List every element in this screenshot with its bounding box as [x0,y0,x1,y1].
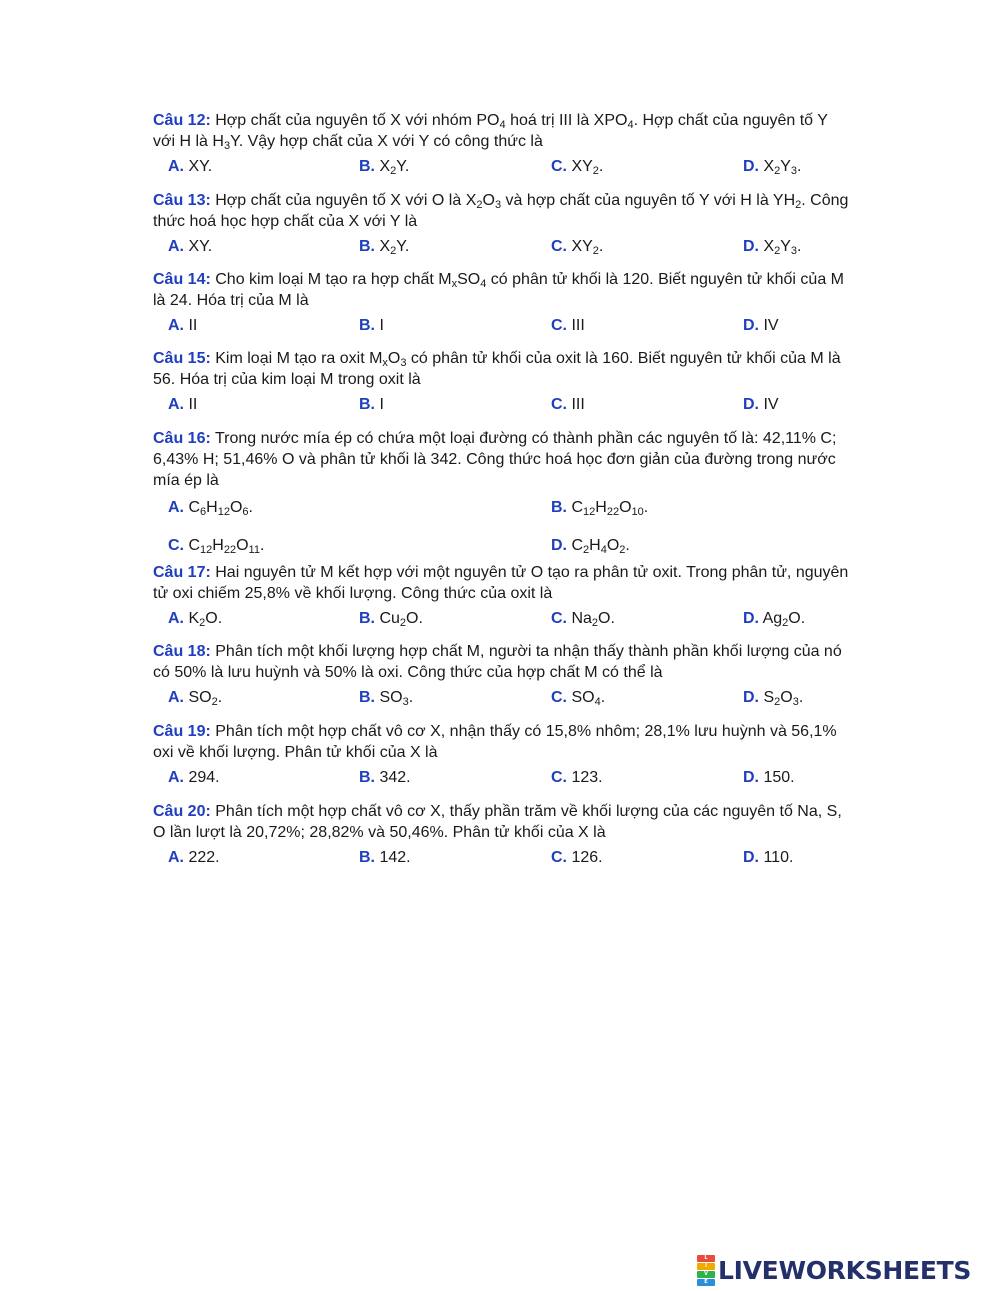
option-text: $XY_2$. [571,158,604,177]
option-b[interactable] [359,315,384,336]
option-text: $X_2Y$. [379,238,410,257]
option-b[interactable] [359,847,411,868]
question-text: Hợp chất của nguyên tố X với nhóm $PO_4$ hoá trị III là $XPO_4$. Hợp chất của nguyên tố Y với H là $H_3Y$. Vậy hợp chất của X với Y có công thức là [153,112,828,152]
option-label: A. [168,610,184,627]
option-text: $X_2Y_3$. [763,158,802,177]
option-label: C. [551,610,567,627]
option-text: $C_{12}H_{22}O_{10}$. [571,499,649,518]
option-d[interactable] [743,156,802,177]
question-text: Cho kim loại M tạo ra hợp chất $M_xSO_4$ có phân tử khối là 120. Biết nguyên tử khối của M là 24. Hóa trị của M là [153,271,844,309]
option-d[interactable] [743,767,795,788]
logo-block: I [697,1263,715,1270]
option-label: B. [359,769,375,786]
option-label: D. [743,158,759,175]
option-label: B. [359,849,375,866]
question-text: Kim loại M tạo ra oxit $M_xO_3$ có phân tử khối của oxit là 160. Biết nguyên tử khối của M là 56. Hóa trị của kim loại M trong oxit là [153,350,841,388]
option-label: C. [551,238,567,255]
question-label: Câu 13: [153,192,211,209]
options-row [153,767,853,791]
question-label: Câu 14: [153,271,211,288]
option-text: $SO_2$. [188,689,223,708]
options-row [153,315,853,339]
option-b[interactable] [359,236,409,257]
question-13 [153,190,853,260]
option-label: C. [551,689,567,706]
option-text: $SO_4$. [571,689,606,708]
options-row [153,497,853,529]
option-text: 126. [571,849,603,866]
question-label: Câu 16: [153,430,211,447]
option-text: $X_2Y_3$. [763,238,802,257]
option-label: A. [168,499,184,516]
option-label: D. [743,610,759,627]
option-a[interactable] [168,497,253,518]
option-b[interactable] [551,497,648,518]
option-c[interactable] [551,394,585,415]
option-c[interactable] [551,687,605,708]
option-label: A. [168,238,184,255]
option-text: IV [763,396,779,413]
option-text: 342. [379,769,411,786]
option-text: IV [763,317,779,334]
option-b[interactable] [359,687,413,708]
option-d[interactable] [743,608,805,629]
option-label: A. [168,396,184,413]
option-label: D. [743,689,759,706]
option-c[interactable] [551,847,603,868]
option-label: B. [359,689,375,706]
option-d[interactable] [551,535,630,556]
option-text: $X_2Y$. [379,158,410,177]
option-d[interactable] [743,394,779,415]
question-text: Phân tích một hợp chất vô cơ X, thấy phần trăm về khối lượng của các nguyên tố Na, S, O lần lượt là 20,72%; 28,82% và 50,46%. Phân tử khối của X là [153,803,842,841]
option-text: $K_2O$. [188,610,223,629]
options-row [153,156,853,180]
logo-icon [697,1255,715,1286]
option-b[interactable] [359,394,384,415]
option-c[interactable] [551,767,603,788]
option-c[interactable] [551,608,615,629]
option-label: A. [168,317,184,334]
option-a[interactable] [168,315,197,336]
option-d[interactable] [743,315,779,336]
question-label: Câu 17: [153,564,211,581]
option-label: A. [168,849,184,866]
option-label: B. [359,610,375,627]
option-text: 150. [763,769,795,786]
option-a[interactable] [168,394,197,415]
options-row [153,847,853,871]
option-a[interactable] [168,767,220,788]
option-label: C. [551,396,567,413]
question-17 [153,562,853,632]
options-row [153,687,853,711]
question-text: Trong nước mía ép có chứa một loại đường có thành phần các nguyên tố là: 42,11% C; 6,43% H; 51,46% O và phân tử khối là 342. Công thức hoá học đơn giản của đường trong nước mía ép là [153,430,837,489]
option-a[interactable] [168,156,212,177]
option-text: XY. [188,238,213,255]
option-label: B. [359,396,375,413]
option-text: $Na_2O$. [571,610,615,629]
option-text: 110. [763,849,794,866]
option-text: II [188,396,198,413]
question-text: Hai nguyên tử M kết hợp với một nguyên tử O tạo ra phân tử oxit. Trong phân tử, nguyên tử oxi chiếm 25,8% về khối lượng. Công thức của oxit là [153,564,849,602]
option-d[interactable] [743,847,793,868]
option-text: I [379,317,384,334]
question-label: Câu 15: [153,350,211,367]
option-text: III [571,317,585,334]
option-label: B. [359,158,375,175]
option-label: D. [743,396,759,413]
option-text: II [188,317,198,334]
question-label: Câu 12: [153,112,211,129]
option-label: D. [743,849,759,866]
option-text: 222. [188,849,220,866]
option-label: D. [743,317,759,334]
option-text: XY. [188,158,213,175]
option-label: C. [551,849,567,866]
option-text: $Cu_2O$. [379,610,423,629]
option-label: C. [551,158,567,175]
option-c[interactable] [551,156,603,177]
option-c[interactable] [168,535,264,556]
option-text: $C_2H_4O_2$. [571,537,630,556]
option-c[interactable] [551,236,603,257]
option-text: $Ag_2O$. [762,610,806,629]
option-d[interactable] [743,687,803,708]
logo-block: E [697,1279,715,1286]
option-text: $C_6H_{12}O_6$. [188,499,253,518]
options-row [153,236,853,260]
option-text: 123. [571,769,603,786]
option-b[interactable] [359,156,409,177]
question-19 [153,721,853,791]
question-text: Hợp chất của nguyên tố X với O là $X_2O_3$ và hợp chất của nguyên tố Y với H là $YH_2$. Công thức hoá học hợp chất của X với Y là [153,192,849,230]
logo-block: L [697,1255,715,1262]
option-text: $C_{12}H_{22}O_{11}$. [188,537,265,556]
option-label: D. [743,238,759,255]
option-text: $XY_2$. [571,238,604,257]
option-label: A. [168,158,184,175]
options-row [153,394,853,418]
option-b[interactable] [359,767,411,788]
question-16 [153,428,853,567]
option-label: C. [168,537,184,554]
option-text: 142. [379,849,411,866]
option-label: B. [359,317,375,334]
question-20 [153,801,853,871]
option-a[interactable] [168,608,222,629]
question-label: Câu 20: [153,803,211,820]
option-text: $S_2O_3$. [763,689,804,708]
option-a[interactable] [168,236,212,257]
option-a[interactable] [168,687,222,708]
option-label: D. [743,769,759,786]
liveworksheets-logo[interactable] [697,1253,971,1287]
option-d[interactable] [743,236,802,257]
question-label: Câu 19: [153,723,211,740]
option-label: B. [551,499,567,516]
option-label: C. [551,317,567,334]
question-18 [153,641,853,711]
option-b[interactable] [359,608,423,629]
option-text: I [379,396,384,413]
option-c[interactable] [551,315,585,336]
option-text: 294. [188,769,220,786]
option-label: A. [168,689,184,706]
option-label: A. [168,769,184,786]
option-text: III [571,396,585,413]
question-12 [153,110,853,180]
question-15 [153,348,853,418]
option-a[interactable] [168,847,220,868]
question-text: Phân tích một hợp chất vô cơ X, nhận thấy có 15,8% nhôm; 28,1% lưu huỳnh và 56,1% oxi về khối lượng. Phân tử khối của X là [153,723,837,761]
question-label: Câu 18: [153,643,211,660]
question-14 [153,269,853,339]
option-text: $SO_3$. [379,689,414,708]
option-label: C. [551,769,567,786]
question-text: Phân tích một khối lượng hợp chất M, người ta nhận thấy thành phần khối lượng của nó có 50% là lưu huỳnh và 50% là oxi. Công thức của hợp chất M có thể là [153,643,842,681]
options-row [153,608,853,632]
brand-text: LIVEWORKSHEETS [718,1255,972,1285]
option-label: D. [551,537,567,554]
logo-block: V [697,1271,715,1278]
option-label: B. [359,238,375,255]
